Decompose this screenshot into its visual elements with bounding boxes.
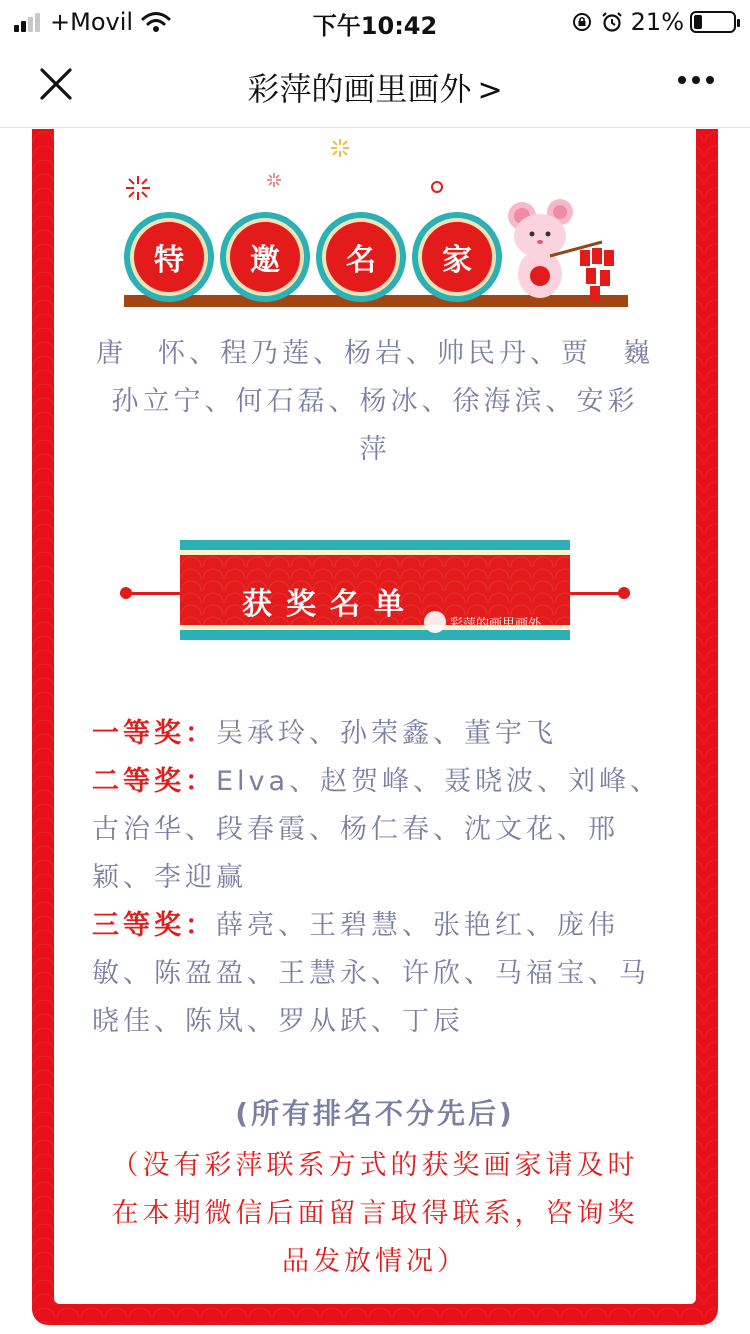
invited-char: 家	[422, 222, 492, 292]
contact-line: 品发放情况）	[282, 1246, 468, 1277]
third-prize	[92, 902, 662, 1046]
invited-char: 特	[134, 222, 204, 292]
firework-icon	[430, 180, 444, 194]
nav-bar	[0, 40, 750, 128]
awards-title: 获奖名单	[242, 587, 418, 622]
nav-title-text: 彩萍的画里画外	[247, 70, 472, 108]
watermark-text: 彩萍的画里画外	[450, 616, 542, 632]
mouse-mascot-icon	[506, 198, 628, 306]
awards-banner-box	[180, 540, 570, 640]
first-prize	[92, 710, 662, 758]
wechat-icon	[424, 611, 446, 633]
invited-names	[84, 330, 666, 474]
status-right	[571, 8, 736, 36]
third-prize-names: 薛亮、王碧慧、张艳红、庞伟敏、陈盈盈、王慧永、许欣、马福宝、马晓佳、陈岚、罗从跃、丁辰	[92, 910, 650, 1037]
alarm-icon	[601, 11, 623, 33]
account-title-link[interactable]	[0, 64, 750, 110]
first-prize-names: 吴承玲、孙荣鑫、董宇飞	[216, 718, 557, 749]
invited-line: 萍	[359, 434, 391, 465]
battery-icon	[690, 11, 736, 33]
invited-char-circle	[316, 212, 406, 302]
invited-char: 邀	[230, 222, 300, 292]
invited-line: 唐 怀、程乃莲、杨岩、帅民丹、贾 巍	[96, 338, 654, 369]
second-prize	[92, 758, 662, 902]
invited-line: 孙立宁、何石磊、杨冰、徐海滨、安彩	[111, 386, 639, 417]
firework-icon	[124, 174, 152, 202]
awards-banner	[120, 540, 630, 640]
carrier-label: +Movil	[50, 8, 134, 36]
watermark	[424, 611, 541, 633]
invited-char: 名	[326, 222, 396, 292]
invited-banner	[124, 138, 628, 310]
contact-note	[90, 1142, 660, 1286]
contact-line: 在本期微信后面留言取得联系，咨询奖	[111, 1198, 639, 1229]
first-prize-label: 一等奖：	[92, 718, 216, 749]
firework-icon	[266, 172, 282, 188]
invited-char-circle	[124, 212, 214, 302]
rotation-lock-icon	[571, 11, 593, 33]
invited-char-circle	[412, 212, 502, 302]
awards-list	[92, 710, 662, 1046]
status-time: 下午10:42	[312, 12, 438, 40]
second-prize-names: Elva、赵贺峰、聂晓波、刘峰、古治华、段春霞、杨仁春、沈文花、邢颖、李迎赢	[92, 766, 662, 893]
invited-char-circle	[220, 212, 310, 302]
third-prize-label: 三等奖：	[92, 910, 216, 941]
status-bar	[0, 0, 750, 40]
chevron-right-icon: >	[477, 73, 503, 108]
contact-line: （没有彩萍联系方式的获奖画家请及时	[111, 1150, 639, 1181]
ranking-note: (所有排名不分先后)	[235, 1097, 515, 1130]
battery-percentage: 21%	[630, 8, 684, 36]
more-options-icon[interactable]	[672, 76, 714, 84]
second-prize-label: 二等奖：	[92, 766, 216, 797]
firework-icon	[330, 138, 350, 158]
